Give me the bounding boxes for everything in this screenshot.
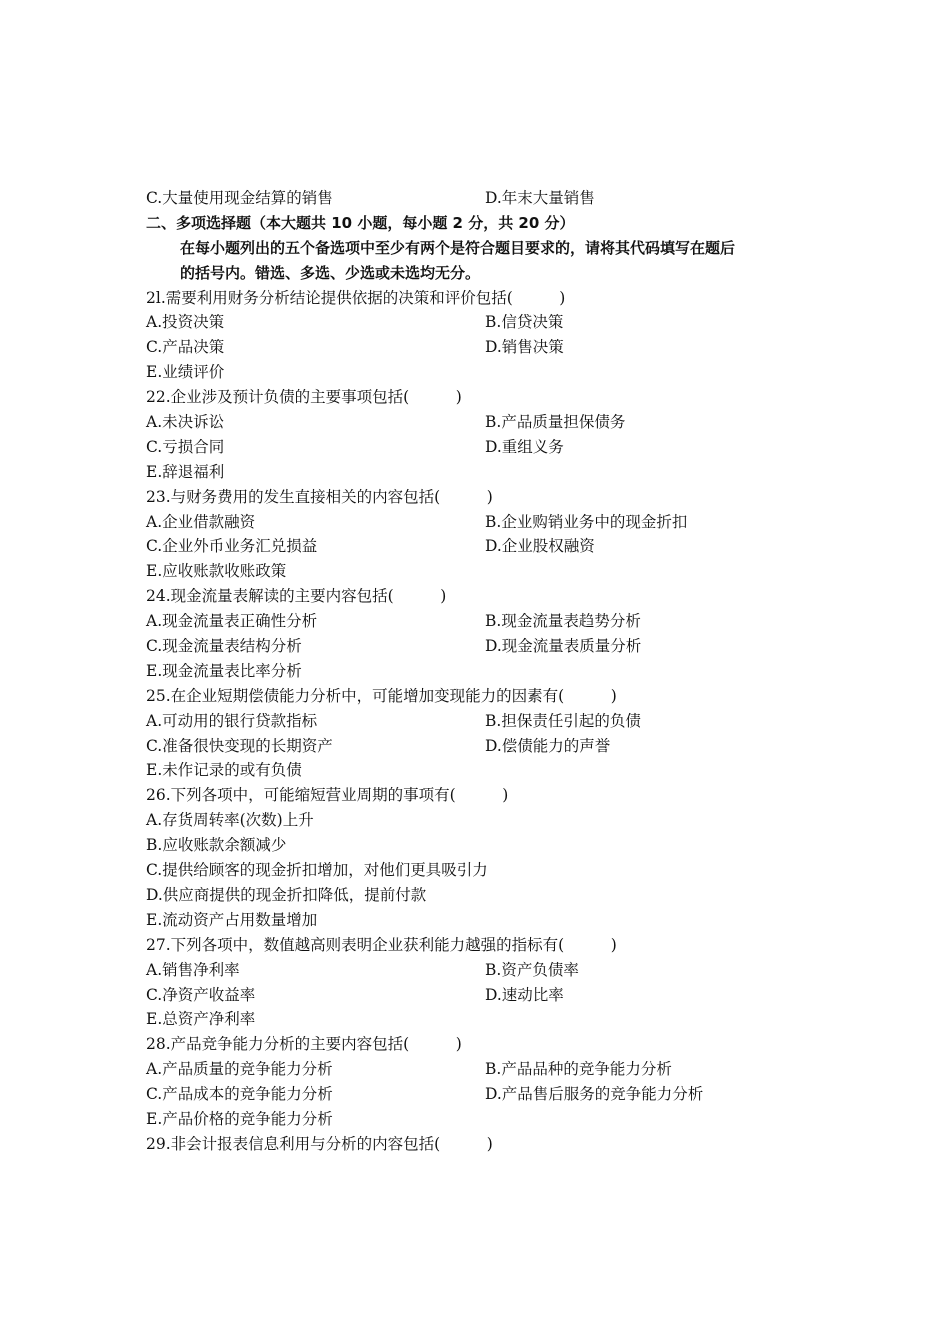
question-stem: 26.下列各项中，可能缩短营业周期的事项有( ) [146,786,509,805]
exam-page [146,186,826,1157]
option-d: D.速动比率 [485,985,564,1004]
option-row [146,335,826,360]
option-row [146,634,826,659]
option-a: A.可动用的银行贷款指标 [146,711,318,730]
option-e: E.总资产净利率 [146,1010,256,1029]
section-instruction: 在每小题列出的五个备选项中至少有两个是符合题目要求的，请将其代码填写在题后 [180,238,736,257]
option-c: C.准备很快变现的长期资产 [146,736,333,755]
option-e: E.产品价格的竞争能力分析 [146,1109,333,1128]
option-row [146,609,826,634]
option-c: C.现金流量表结构分析 [146,637,302,656]
question-stem: 24.现金流量表解读的主要内容包括( ) [146,587,447,606]
option-e: E.未作记录的或有负债 [146,761,302,780]
option-row [146,534,826,559]
option-b: B.应收账款余额减少 [146,836,287,855]
section-title: 二、多项选择题（本大题共 10 小题，每小题 2 分，共 20 分） [146,213,575,232]
option-row [146,734,826,759]
option-d: D.重组义务 [485,437,564,456]
option-row [146,310,826,335]
option-row [146,510,826,535]
option-b: B.担保责任引起的负债 [485,711,641,730]
option-d: D.偿债能力的声誉 [485,736,611,755]
option-d: D.销售决策 [485,338,564,357]
question-stem: 28.产品竞争能力分析的主要内容包括( ) [146,1035,462,1054]
option-row [146,958,826,983]
option-b: B.资产负债率 [485,960,579,979]
option-a: A.存货周转率(次数)上升 [146,811,314,830]
option-d: D.企业股权融资 [485,537,595,556]
question-stem: 23.与财务费用的发生直接相关的内容包括( ) [146,487,493,506]
option-b: B.产品质量担保债务 [485,413,626,432]
option-c: C.企业外币业务汇兑损益 [146,537,318,556]
option-a: A.产品质量的竞争能力分析 [146,1060,333,1079]
option-b: B.产品品种的竞争能力分析 [485,1060,672,1079]
option-b: B.现金流量表趋势分析 [485,612,641,631]
option-a: A.未决诉讼 [146,413,225,432]
question-stem: 2l.需要利用财务分析结论提供依据的决策和评价包括( ) [146,288,566,307]
option-a: A.企业借款融资 [146,512,256,531]
option-e: E.流动资产占用数量增加 [146,910,318,929]
carry-over-row [146,186,826,211]
question-stem: 22.企业涉及预计负债的主要事项包括( ) [146,388,462,407]
option-a: A.现金流量表正确性分析 [146,612,318,631]
option-d: D.供应商提供的现金折扣降低，提前付款 [146,885,427,904]
option-row [146,983,826,1008]
question-stem: 27.下列各项中，数值越高则表明企业获利能力越强的指标有( ) [146,935,617,954]
option-row [146,435,826,460]
option-row [146,410,826,435]
option-e: E.辞退福利 [146,462,225,481]
option-c: C.大量使用现金结算的销售 [146,189,333,207]
option-d: D.年末大量销售 [485,189,595,207]
question-stem: 29.非会计报表信息利用与分析的内容包括( ) [146,1134,493,1153]
option-d: D.产品售后服务的竞争能力分析 [485,1085,704,1104]
option-c: C.亏损合同 [146,437,225,456]
section-instruction-cont: 的括号内。错选、多选、少选或未选均无分。 [180,263,481,282]
option-c: C.提供给顾客的现金折扣增加，对他们更具吸引力 [146,861,488,880]
question-stem: 25.在企业短期偿债能力分析中，可能增加变现能力的因素有( ) [146,686,617,705]
option-row [146,1057,826,1082]
option-e: E.应收账款收账政策 [146,562,287,581]
option-row [146,709,826,734]
option-b: B.企业购销业务中的现金折扣 [485,512,688,531]
option-b: B.信贷决策 [485,313,564,332]
option-a: A.投资决策 [146,313,225,332]
option-row [146,1082,826,1107]
option-c: C.产品成本的竞争能力分析 [146,1085,333,1104]
option-e: E.业绩评价 [146,363,225,382]
option-c: C.产品决策 [146,338,225,357]
option-a: A.销售净利率 [146,960,240,979]
option-c: C.净资产收益率 [146,985,256,1004]
option-d: D.现金流量表质量分析 [485,637,642,656]
option-e: E.现金流量表比率分析 [146,661,302,680]
